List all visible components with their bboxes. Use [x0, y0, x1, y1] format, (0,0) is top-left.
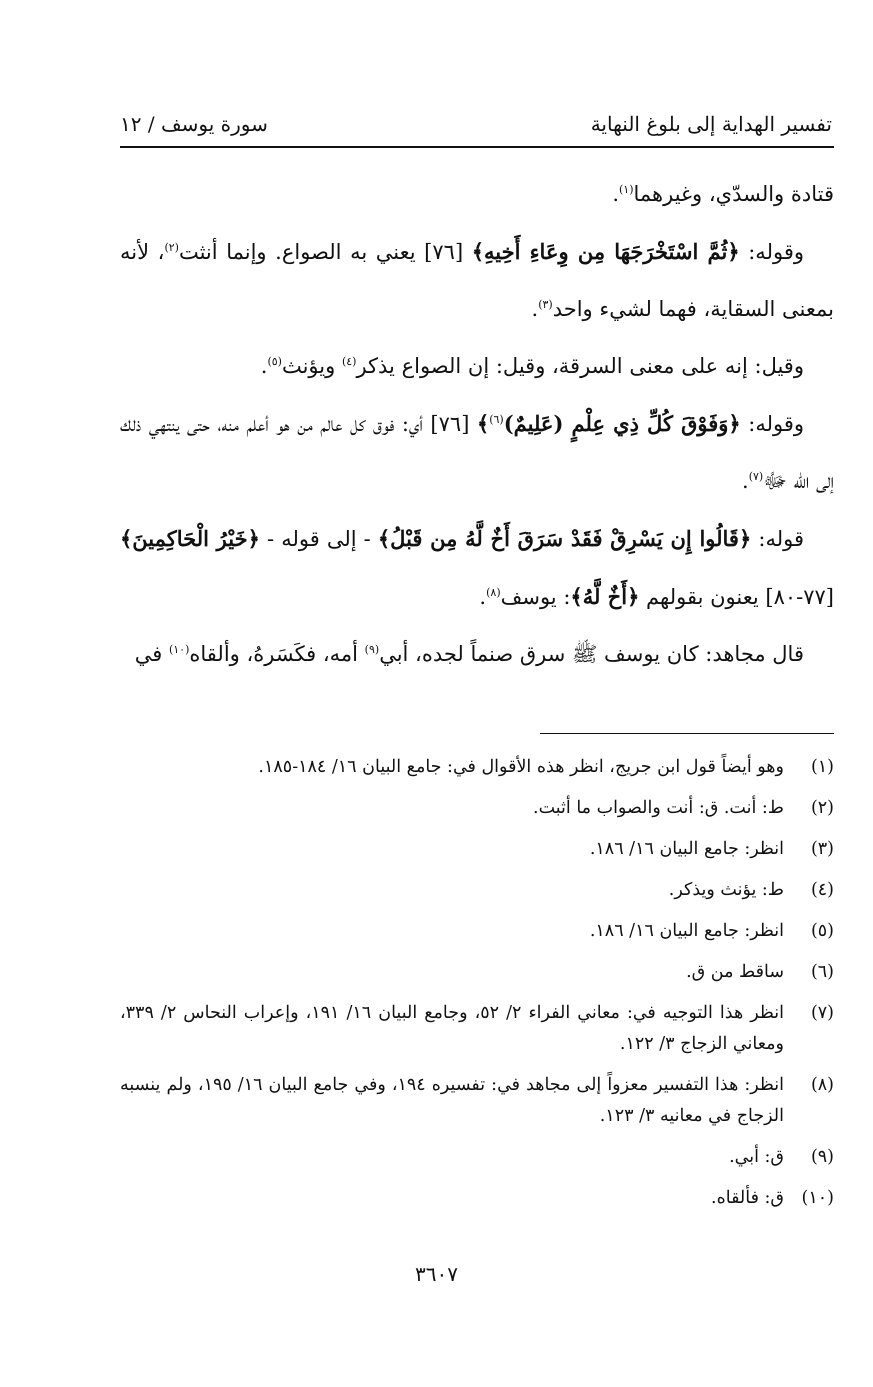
footnote-number: (٦): [810, 962, 834, 982]
footnote-text: ق: أبي.: [729, 1147, 784, 1167]
footnote-number: (٢): [810, 798, 834, 818]
footnote-item: [120, 752, 834, 783]
footnote-separator: [540, 733, 834, 734]
footnote-item: [120, 957, 834, 988]
footnote-item: [120, 1142, 834, 1173]
book-title: تفسير الهداية إلى بلوغ النهاية: [590, 112, 832, 136]
quran-verse: ﴿خَيْرُ الْحَاكِمِينَ﴾: [120, 526, 260, 551]
page-number: ٣٦٠٧: [415, 1262, 458, 1286]
footnote-text: ط: أنت. ق: أنت والصواب ما أثبت.: [533, 798, 784, 818]
paragraph-4: وقوله: ﴿وَفَوْقَ كُلِّ ذِي عِلْمٍ (عَلِيمٌ)$^{(٦)}$﴾ [٧٦] أي: فوق كل عالم من هو أعلم منه، حتى ينتهي ذلك إلى الله ﷻ$^{(٧)}$.: [120, 411, 834, 493]
footnote-text: انظر: هذا التفسير معزواً إلى مجاهد في: تفسيره ١٩٤، وفي جامع البيان ١٦/ ١٩٥، ولم ينسبه الزجاج في معانيه ٣/ ١٢٣.: [120, 1075, 784, 1126]
footnote-ref-7: (٧): [748, 470, 764, 483]
quran-verse: ﴿قَالُوا إِن يَسْرِقْ فَقَدْ سَرَقَ أَخٌ لَّهُ مِن قَبْلُ﴾: [377, 526, 752, 551]
footnote-number: (١٠): [801, 1188, 834, 1208]
footnote-item: [120, 793, 834, 824]
footnote-ref-1: (١): [619, 183, 634, 196]
footnote-number: (٥): [810, 921, 834, 941]
running-header: [120, 104, 832, 144]
footnote-item: [120, 998, 834, 1060]
footnote-item: [120, 834, 834, 865]
footnote-ref-4: (٤): [341, 355, 357, 368]
footnote-number: (٨): [810, 1075, 834, 1095]
footnotes: [120, 752, 834, 1224]
footnote-number: (٣): [810, 839, 834, 859]
footnote-item: [120, 1183, 834, 1214]
footnote-text: انظر: جامع البيان ١٦/ ١٨٦.: [589, 921, 784, 941]
quran-verse: ﴿أَخٌ لَّهُ﴾: [570, 584, 640, 609]
footnote-ref-2: (٢): [164, 241, 179, 254]
footnote-text: ط: يؤنث ويذكر.: [668, 880, 784, 900]
footnote-number: (١): [810, 757, 834, 777]
footnote-ref-10: (١٠): [168, 643, 190, 656]
paragraph-5: قوله: ﴿قَالُوا إِن يَسْرِقْ فَقَدْ سَرَقَ أَخٌ لَّهُ مِن قَبْلُ﴾ - إلى قوله - ﴿خَيْرُ الْحَاكِمِينَ﴾ [٧٧-٨٠] يعنون بقولهم ﴿أَخٌ لَّهُ﴾: يوسف$^{(٨)}$.: [120, 526, 834, 609]
footnote-ref-9: (٩): [364, 643, 380, 656]
footnote-ref-8: (٨): [486, 586, 501, 599]
footnote-text: انظر: جامع البيان ١٦/ ١٨٦.: [589, 839, 784, 859]
footnote-text: انظر هذا التوجيه في: معاني الفراء ٢/ ٥٢، وجامع البيان ١٦/ ١٩١، وإعراب النحاس ٢/ ٣٣٩، ومعاني الزجاج ٣/ ١٢٢.: [120, 1003, 784, 1054]
footnote-number: (٩): [810, 1147, 834, 1167]
quran-verse: ﴿وَفَوْقَ كُلِّ ذِي عِلْمٍ (عَلِيمٌ): [503, 411, 741, 436]
paragraph-6: قال مجاهد: كان يوسف ﷺ سرق صنماً لجده، أبي$^{(٩)}$ أمه، فكَسَرهُ، وألقاه$^{(١٠)}$ في: [134, 642, 804, 666]
footnote-number: (٧): [810, 1003, 834, 1023]
header-rule: [120, 146, 834, 148]
footnote-number: (٤): [810, 880, 834, 900]
paragraph-3: وقيل: إنه على معنى السرقة، وقيل: إن الصواع يذكر$^{(٤)}$ ويؤنث$^{(٥)}$.: [260, 354, 804, 378]
surah-label: سورة يوسف / ١٢: [120, 112, 268, 136]
footnote-item: [120, 916, 834, 947]
footnote-ref-5: (٥): [267, 355, 282, 368]
quran-verse: ﴿ثُمَّ اسْتَخْرَجَهَا مِن وِعَاءِ أَخِيهِ﴾: [471, 239, 740, 264]
footnote-text: ساقط من ق.: [686, 962, 784, 982]
footnote-item: [120, 875, 834, 906]
footnote-text: وهو أيضاً قول ابن جريج، انظر هذه الأقوال في: جامع البيان ١٦/ ١٨٤-١٨٥.: [258, 757, 784, 777]
main-text: [120, 166, 834, 683]
footnote-item: [120, 1070, 834, 1132]
paragraph-1: قتادة والسدّي، وغيرهما$^{(١)}$.: [612, 182, 834, 206]
footnote-ref-6: (٦): [489, 413, 504, 426]
paragraph-2: وقوله: ﴿ثُمَّ اسْتَخْرَجَهَا مِن وِعَاءِ أَخِيهِ﴾ [٧٦] يعني به الصواع. وإنما أنثت$^{(٢)}$، لأنه بمعنى السقاية، فهما لشيء واحد$^{(٣)}$.: [120, 239, 834, 321]
footnote-ref-3: (٣): [538, 298, 553, 311]
footnote-text: ق: فألقاه.: [711, 1188, 784, 1208]
